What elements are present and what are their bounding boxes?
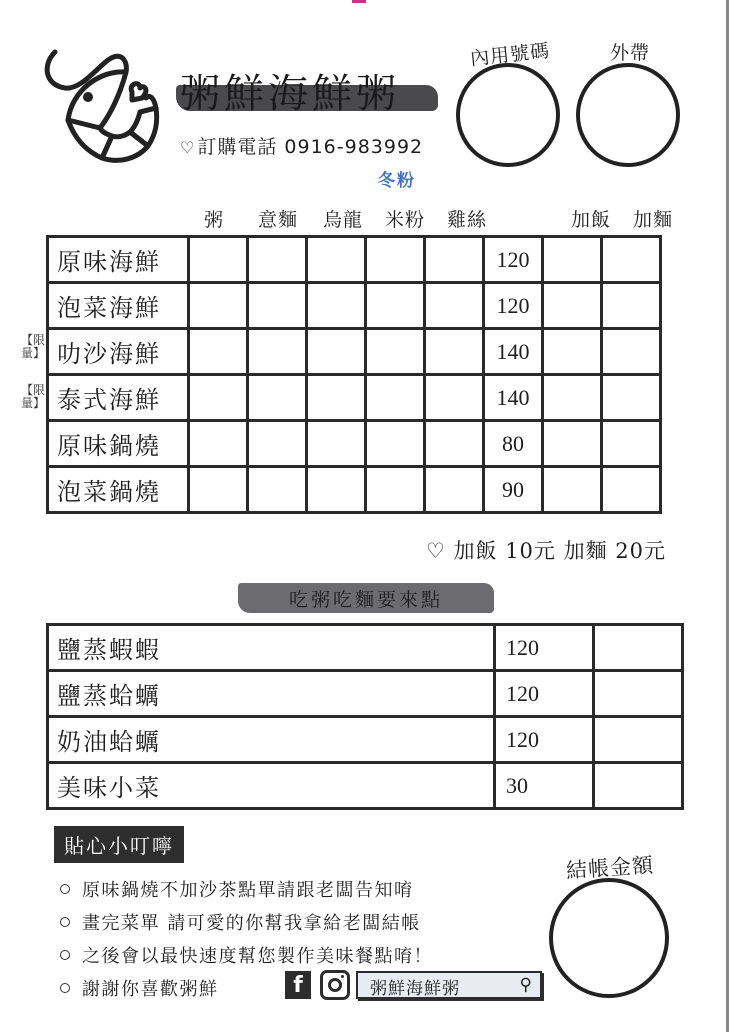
phone-label: 訂購電話 — [197, 136, 278, 158]
order-cell-yimian[interactable] — [248, 237, 307, 283]
order-cell-rice-noodle[interactable] — [366, 329, 425, 375]
main-menu-table — [46, 235, 662, 514]
order-cell-add-noodle[interactable] — [602, 467, 661, 513]
item-name: 叻沙海鮮 — [48, 329, 189, 375]
order-cell-chicken-noodle[interactable] — [425, 421, 484, 467]
order-cell-rice-noodle[interactable] — [366, 237, 425, 283]
item-name: 泰式海鮮 — [48, 375, 189, 421]
item-name: 鹽蒸蝦蝦 — [48, 625, 495, 671]
order-cell-quantity[interactable] — [594, 625, 683, 671]
item-name: 鹽蒸蛤蠣 — [48, 671, 495, 717]
addon-note-text: 加飯 10元 加麵 20元 — [453, 539, 666, 563]
page-edge — [726, 0, 729, 1032]
dine-in-number-circle[interactable] — [456, 63, 560, 167]
tip-text: 之後會以最快速度幫您製作美味餐點唷！ — [82, 945, 433, 967]
table-row — [48, 467, 661, 513]
col-header-add-noodle: 加麵 — [632, 209, 673, 231]
tip-text: 謝謝你喜歡粥鮮 — [82, 978, 219, 1000]
total-amount-label: 結帳金額 — [565, 852, 655, 884]
col-header-udon: 烏龍 — [322, 209, 363, 231]
table-row — [48, 329, 661, 375]
table-row — [48, 237, 661, 283]
table-row — [48, 421, 661, 467]
order-cell-congee[interactable] — [189, 237, 248, 283]
list-item — [60, 872, 433, 905]
order-cell-congee[interactable] — [189, 329, 248, 375]
order-cell-yimian[interactable] — [248, 375, 307, 421]
order-cell-add-rice[interactable] — [543, 237, 602, 283]
col-header-chicken-noodle: 雞絲 — [446, 209, 487, 231]
takeout-circle[interactable] — [576, 63, 680, 167]
order-cell-congee[interactable] — [189, 421, 248, 467]
order-cell-rice-noodle[interactable] — [366, 375, 425, 421]
scan-mark — [352, 0, 366, 3]
total-amount-circle[interactable] — [549, 878, 669, 998]
instagram-icon — [320, 970, 350, 1000]
order-cell-udon[interactable] — [307, 237, 366, 283]
search-text: 粥鮮海鮮粥 — [370, 979, 460, 999]
order-cell-chicken-noodle[interactable] — [425, 283, 484, 329]
bullet-icon — [60, 884, 70, 894]
order-cell-chicken-noodle[interactable] — [425, 329, 484, 375]
item-price: 90 — [484, 467, 543, 513]
item-name: 原味海鮮 — [48, 237, 189, 283]
item-name: 泡菜鍋燒 — [48, 467, 189, 513]
table-row — [48, 375, 661, 421]
list-item — [60, 938, 433, 971]
tip-text: 畫完菜單 請可愛的你幫我拿給老闆結帳 — [82, 912, 421, 934]
tips-title: 貼心小叮嚀 — [54, 826, 184, 863]
col-header-yimian: 意麵 — [257, 209, 298, 231]
col-header-rice-noodle: 米粉 — [384, 209, 425, 231]
order-cell-rice-noodle[interactable] — [366, 467, 425, 513]
order-cell-rice-noodle[interactable] — [366, 421, 425, 467]
order-cell-add-rice[interactable] — [543, 375, 602, 421]
item-name: 原味鍋燒 — [48, 421, 189, 467]
heart-icon: ♡ — [426, 539, 446, 563]
order-cell-add-noodle[interactable] — [602, 375, 661, 421]
order-cell-chicken-noodle[interactable] — [425, 375, 484, 421]
heart-icon: ♡ — [180, 138, 196, 157]
bullet-icon — [60, 950, 70, 960]
item-price: 140 — [484, 329, 543, 375]
item-price: 140 — [484, 375, 543, 421]
dine-in-label: 內用號碼 — [469, 39, 552, 71]
item-price: 120 — [495, 671, 594, 717]
order-cell-yimian[interactable] — [248, 283, 307, 329]
item-price: 30 — [495, 763, 594, 809]
table-row — [48, 625, 683, 671]
order-cell-rice-noodle[interactable] — [366, 283, 425, 329]
order-cell-chicken-noodle[interactable] — [425, 467, 484, 513]
order-cell-add-rice[interactable] — [543, 467, 602, 513]
order-cell-udon[interactable] — [307, 283, 366, 329]
order-cell-congee[interactable] — [189, 283, 248, 329]
item-name: 美味小菜 — [48, 763, 495, 809]
item-name: 奶油蛤蠣 — [48, 717, 495, 763]
order-cell-yimian[interactable] — [248, 467, 307, 513]
order-cell-udon[interactable] — [307, 375, 366, 421]
order-cell-yimian[interactable] — [248, 329, 307, 375]
social-search-box — [356, 971, 542, 999]
order-cell-add-noodle[interactable] — [602, 421, 661, 467]
table-row — [48, 763, 683, 809]
bullet-icon — [60, 983, 70, 993]
table-row — [48, 671, 683, 717]
handwritten-note: 冬粉 — [378, 171, 416, 191]
order-cell-add-noodle[interactable] — [602, 237, 661, 283]
item-name: 泡菜海鮮 — [48, 283, 189, 329]
order-cell-udon[interactable] — [307, 421, 366, 467]
item-price: 120 — [495, 625, 594, 671]
order-cell-quantity[interactable] — [594, 717, 683, 763]
phone-line — [180, 132, 423, 159]
order-cell-chicken-noodle[interactable] — [425, 237, 484, 283]
takeout-label: 外帶 — [609, 42, 650, 64]
item-price: 120 — [484, 283, 543, 329]
order-cell-add-noodle[interactable] — [602, 283, 661, 329]
bullet-icon — [60, 917, 70, 927]
tip-text: 原味鍋燒不加沙茶點單請跟老闆告知唷 — [82, 879, 414, 901]
limited-tag: 【限量】 — [21, 383, 46, 410]
order-cell-add-rice[interactable] — [543, 329, 602, 375]
order-cell-udon[interactable] — [307, 329, 366, 375]
col-header-add-rice: 加飯 — [570, 209, 611, 231]
limited-tag: 【限量】 — [21, 333, 46, 360]
item-price: 120 — [495, 717, 594, 763]
order-cell-quantity[interactable] — [594, 671, 683, 717]
facebook-icon: f — [285, 971, 311, 999]
order-cell-yimian[interactable] — [248, 421, 307, 467]
table-row — [48, 717, 683, 763]
section-title: 吃粥吃麵要來點 — [288, 589, 443, 611]
order-cell-congee[interactable] — [189, 375, 248, 421]
item-price: 80 — [484, 421, 543, 467]
search-icon: ⚲ — [519, 975, 532, 995]
side-menu-table — [46, 623, 684, 810]
col-header-congee: 粥 — [203, 209, 224, 231]
phone-number: 0916-983992 — [284, 136, 424, 158]
shrimp-logo-icon — [40, 40, 170, 165]
table-row — [48, 283, 661, 329]
order-cell-add-rice[interactable] — [543, 283, 602, 329]
order-cell-add-rice[interactable] — [543, 421, 602, 467]
order-cell-udon[interactable] — [307, 467, 366, 513]
item-price: 120 — [484, 237, 543, 283]
addon-price-note — [426, 535, 666, 565]
list-item — [60, 905, 433, 938]
order-cell-congee[interactable] — [189, 467, 248, 513]
shop-name: 粥鮮海鮮粥 — [180, 71, 400, 117]
order-cell-add-noodle[interactable] — [602, 329, 661, 375]
order-cell-quantity[interactable] — [594, 763, 683, 809]
